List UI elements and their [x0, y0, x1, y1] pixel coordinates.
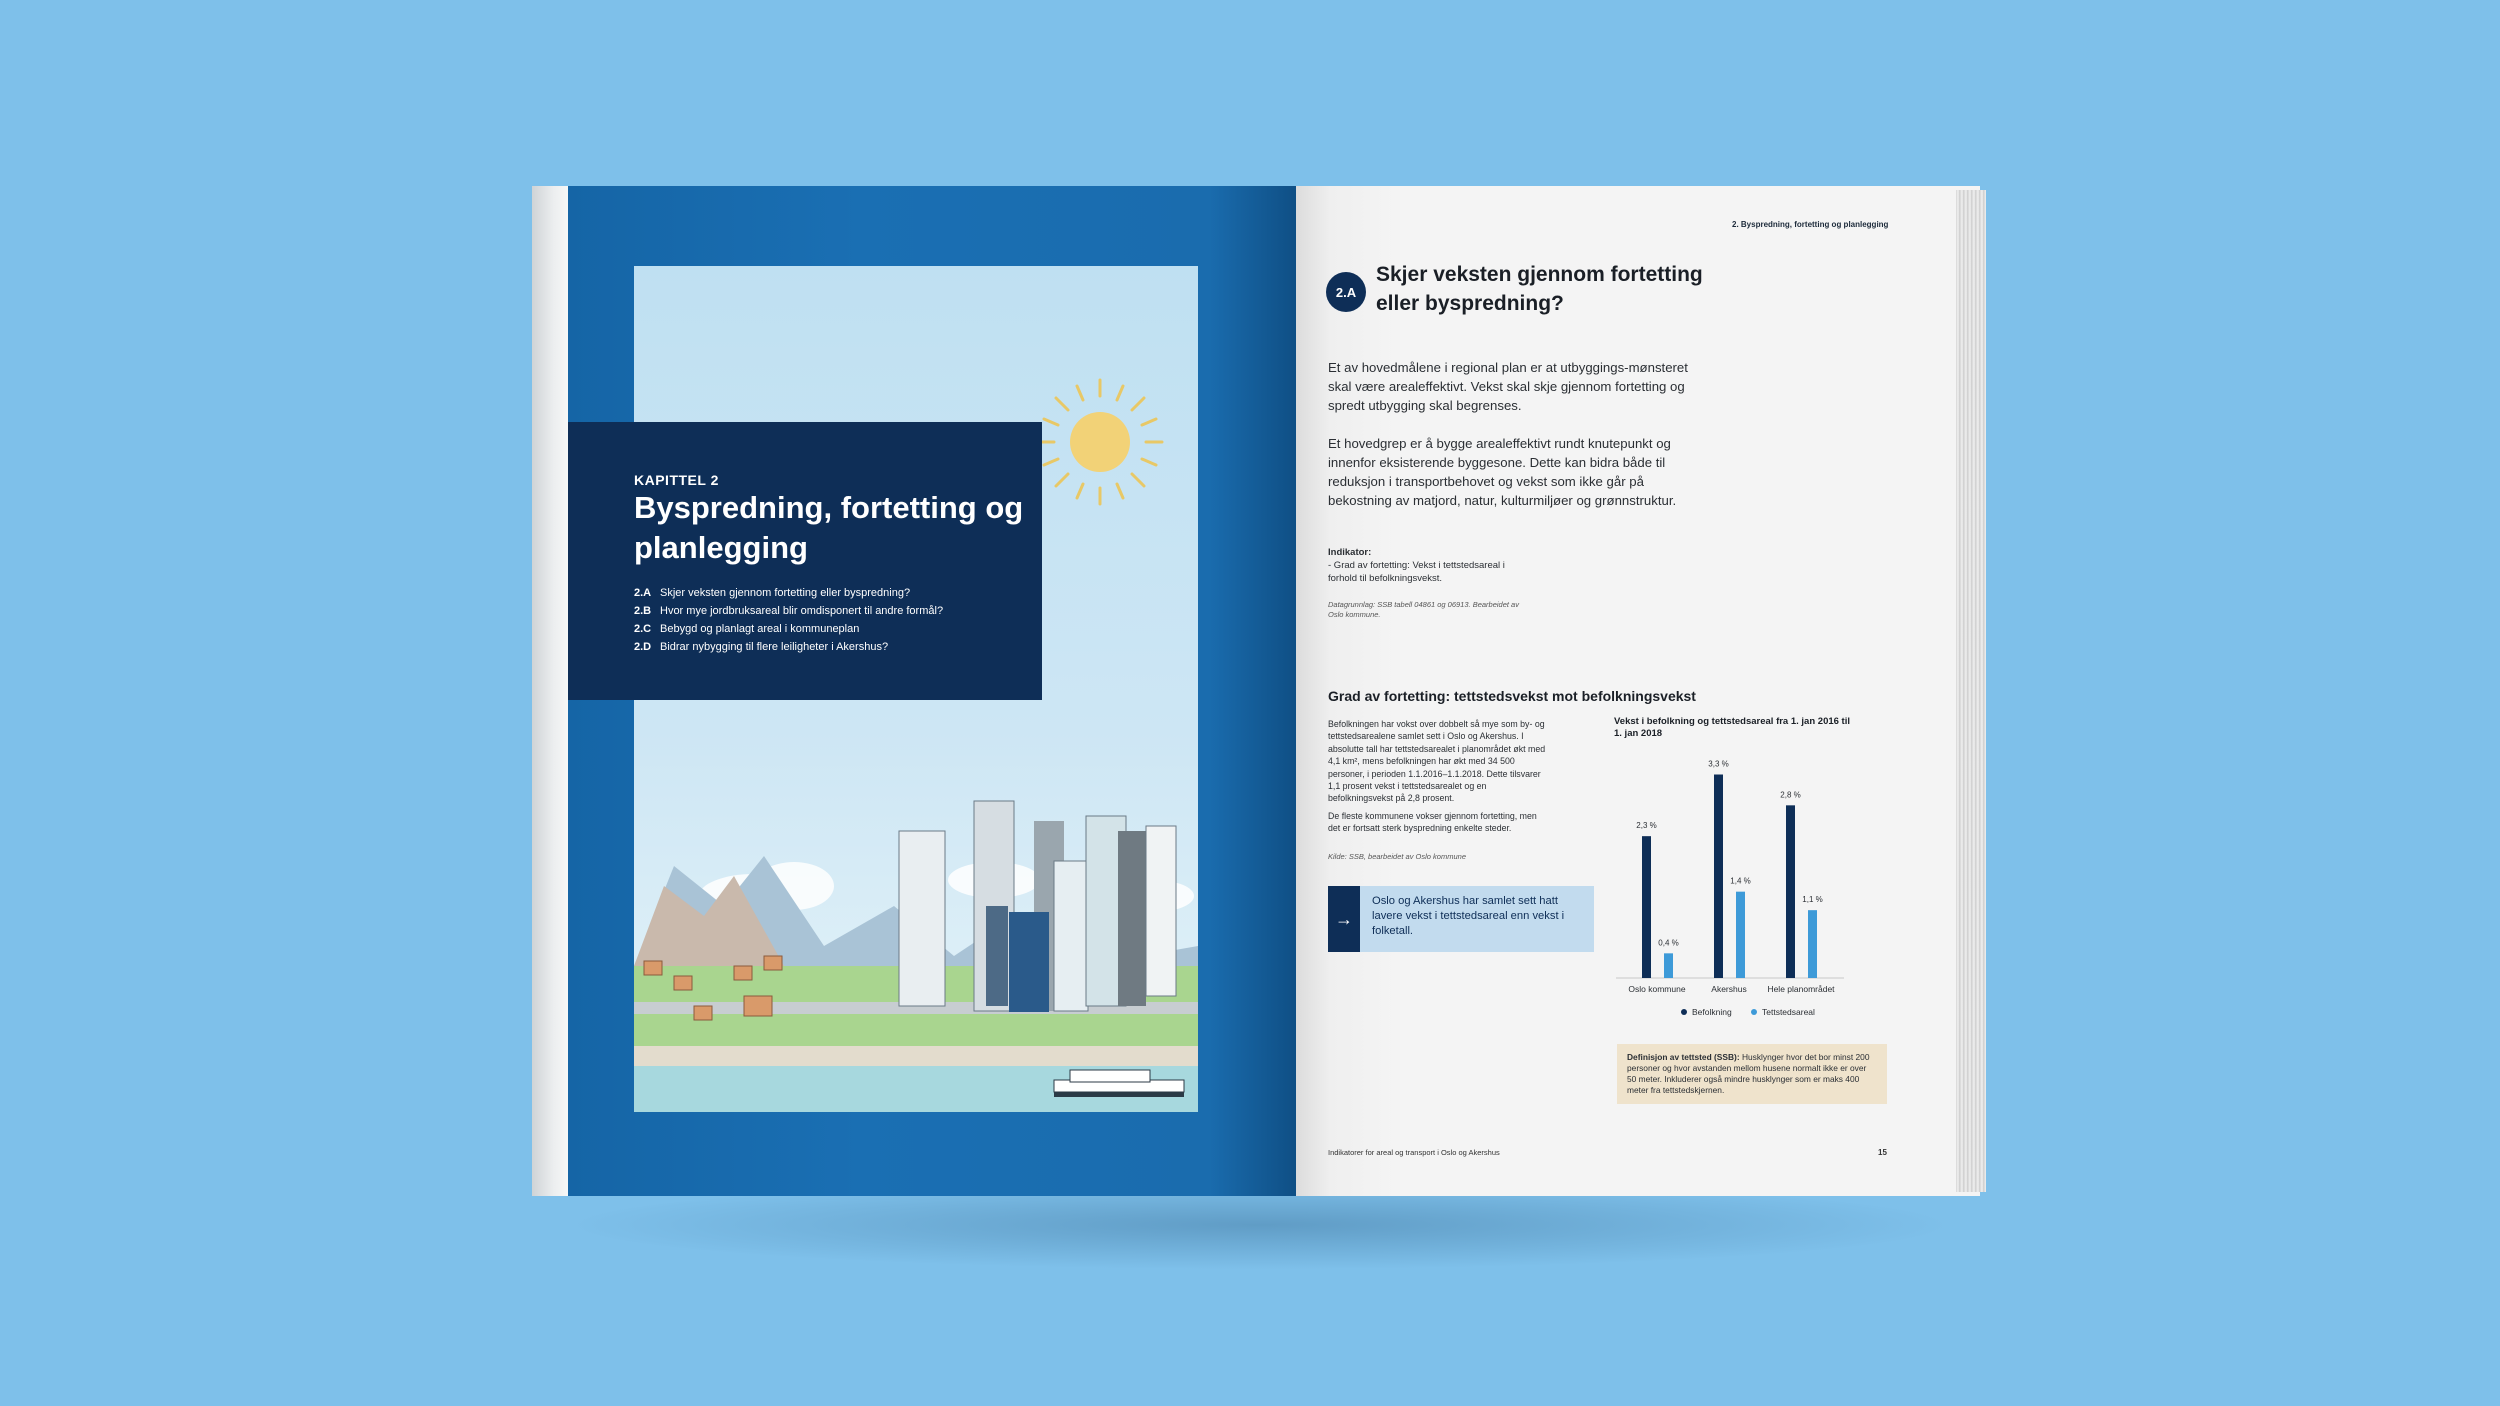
page-number: 15: [1878, 1148, 1887, 1157]
toc-item[interactable]: 2.A Skjer veksten gjennom fortetting eller byspredning?: [634, 587, 911, 599]
category-label: Akershus: [1711, 984, 1747, 994]
toc-item[interactable]: 2.D Bidrar nybygging til flere leiligheter i Akershus?: [634, 641, 889, 653]
bar-befolkning: [1714, 775, 1723, 979]
legend-label: Befolkning: [1692, 1007, 1732, 1017]
chart-paragraph-2: De fleste kommunene vokser gjennom fortetting, men det er fortsatt sterk byspredning enkelte steder.: [1328, 811, 1537, 834]
right-page-edge: [1956, 190, 1986, 1192]
bar-value-label: 3,3 %: [1708, 759, 1729, 769]
category-label: Oslo kommune: [1628, 984, 1686, 994]
section-badge: 2.A: [1326, 272, 1366, 312]
running-head: 2. Byspredning, fortetting og planlegging: [1732, 220, 1889, 229]
bar-value-label: 0,4 %: [1658, 938, 1679, 948]
callout-box: [1328, 886, 1594, 952]
chart-source: Kilde: SSB, bearbeidet av Oslo kommune: [1328, 852, 1466, 861]
indicator: Indikator: - Grad av fortetting: Vekst i tettstedsareal i forhold til befolkningsvekst.: [1328, 547, 1505, 584]
bar-tettstedsareal: [1808, 910, 1817, 978]
legend-label: Tettstedsareal: [1762, 1007, 1815, 1017]
bar-value-label: 1,1 %: [1802, 895, 1823, 905]
paragraph-2: Et hovedgrep er å bygge arealeffektivt rundt knutepunkt og innenfor eksisterende byggesone. Dette kan bidra både til reduksjon i transportbehovet og vekst som ikke går på bekostning av matjord, natur, kulturmiljøer og grønnstruktur.: [1328, 436, 1677, 508]
callout-text: Oslo og Akershus har samlet sett hatt lavere vekst i tettstedsareal enn vekst i folketall.: [1372, 895, 1565, 937]
chart-paragraph-1: Befolkningen har vokst over dobbelt så mye som by- og tettstedsarealene samlet sett i Oslo og Akershus. I absolutte tall har tettstedsarealet i planområdet økt med 4,1 km², mens befolkningen har økt med 34 500 personer, i perioden 1.1.2016–1.1.2018. Dette tilsvarer 1,1 prosent vekst i tettstedsarealet og en befolkningsvekst på 2,8 prosent.: [1328, 719, 1546, 804]
category-label: Hele planområdet: [1767, 984, 1835, 994]
bar-tettstedsareal: [1664, 953, 1673, 978]
left-page-edge: [532, 186, 568, 1196]
bar-value-label: 2,3 %: [1636, 821, 1657, 831]
bar-value-label: 1,4 %: [1730, 876, 1751, 886]
sun-icon: [1038, 380, 1162, 504]
chart-subheading: Grad av fortetting: tettstedsvekst mot befolkningsvekst: [1328, 688, 1696, 704]
data-source: Datagrunnlag: SSB tabell 04861 og 06913. Bearbeidet av Oslo kommune.: [1328, 600, 1519, 619]
bar-tettstedsareal: [1736, 892, 1745, 978]
paragraph-1: Et av hovedmålene i regional plan er at utbyggings-mønsteret skal være arealeffektivt. Vekst skal skje gjennom fortetting og spredt utbygging skal begrenses.: [1328, 360, 1688, 413]
chapter-label: KAPITTEL 2: [634, 472, 719, 488]
bar-befolkning: [1786, 805, 1795, 978]
footer-title: Indikatorer for areal og transport i Oslo og Akershus: [1328, 1148, 1500, 1157]
chart-title: Vekst i befolkning og tettstedsareal fra 1. jan 2016 til 1. jan 2018: [1614, 716, 1850, 739]
toc-item[interactable]: 2.C Bebygd og planlagt areal i kommuneplan: [634, 623, 860, 635]
bar-value-label: 2,8 %: [1780, 790, 1801, 800]
chapter-box: [568, 422, 1042, 700]
bar-befolkning: [1642, 836, 1651, 978]
chart-canvas: [1614, 716, 1854, 1026]
chapter-title: Byspredning, fortetting og planlegging: [634, 490, 1024, 565]
arrow-right-icon: →: [1328, 886, 1360, 952]
bar-chart: [1614, 716, 1854, 1026]
definition-box: Definisjon av tettsted (SSB): Husklynger hvor det bor minst 200 personer og hvor avstanden mellom husene normalt ikke er over 50 meter. Inkluderer også mindre husklynger som er maks 400 meter fra tettstedskjernen.: [1617, 1044, 1887, 1104]
table-of-contents: [634, 584, 943, 656]
section-title: Skjer veksten gjennom fortetting eller byspredning?: [1376, 263, 1703, 315]
legend-marker: [1681, 1009, 1687, 1015]
legend-marker: [1751, 1009, 1757, 1015]
toc-item[interactable]: 2.B Hvor mye jordbruksareal blir omdisponert til andre formål?: [634, 605, 944, 617]
